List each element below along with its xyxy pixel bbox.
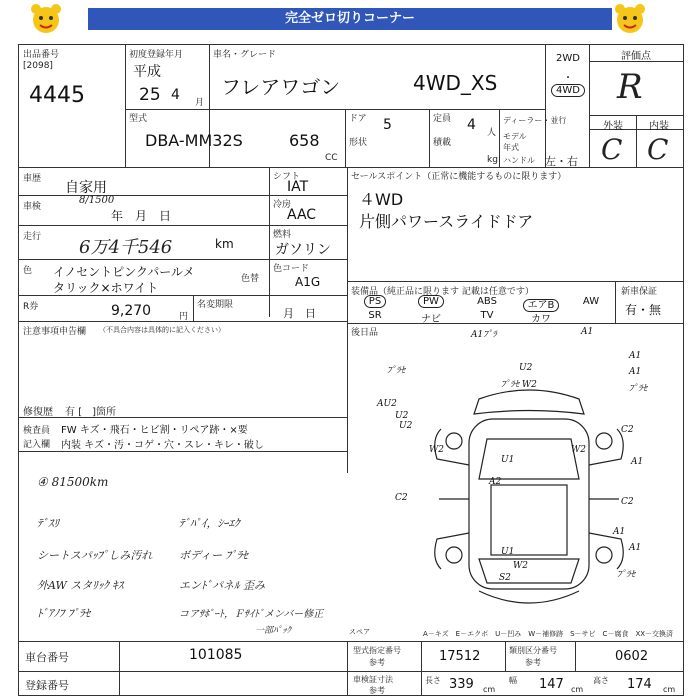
damage-mark: ﾌﾟﾗｾ bbox=[387, 366, 406, 376]
hei-value: 174 bbox=[627, 677, 652, 692]
sales-point-1: ４WD bbox=[359, 190, 404, 209]
shift-value: IAT bbox=[287, 179, 309, 195]
shape-label: 形状 bbox=[349, 138, 368, 148]
damage-legend: A－キズ E－エクボ U－凹み W－補修跡 S－サビ C－腐食 XX－交換済 bbox=[423, 630, 674, 638]
inspector-label-1: 検査員 bbox=[23, 426, 51, 436]
rear-seat-label: 後日品 bbox=[351, 328, 379, 338]
equip-pw: PW bbox=[418, 295, 444, 308]
equip-sr: SR bbox=[368, 310, 382, 321]
equip-label: 装備品（純正品に限ります 記載は任意です） bbox=[351, 287, 534, 297]
reg-label: 初度登録年月 bbox=[129, 50, 184, 60]
recycle-value: 9,270 bbox=[111, 303, 152, 319]
len-value: 339 bbox=[449, 677, 474, 692]
cap-value: 4 bbox=[467, 117, 476, 133]
car-damage-diagram bbox=[409, 369, 649, 629]
note-spare: スペア bbox=[349, 628, 370, 636]
damage-mark: ﾌﾟﾗｾ W2 bbox=[501, 380, 537, 390]
mileage-label: 走行 bbox=[23, 232, 42, 242]
note-right-4: コアｻﾎﾟｰﾄ，Ｆｻｲﾄﾞメンバー修正 bbox=[179, 609, 324, 620]
deadline-label: 名変期限 bbox=[197, 300, 234, 310]
wid-label: 幅 bbox=[509, 676, 517, 685]
new-warranty-value: 有・無 bbox=[625, 303, 662, 317]
damage-mark: A1 bbox=[629, 543, 642, 553]
cap-label: 定員 bbox=[433, 114, 452, 124]
model-year-label: モデル年式 bbox=[503, 132, 527, 152]
note-right-1: ﾃﾞﾊﾟｲ，ｼｰｴｸ bbox=[179, 517, 240, 530]
reg-era: 平成 bbox=[133, 64, 161, 80]
ac-value: AAC bbox=[287, 207, 317, 223]
score-int: C bbox=[647, 133, 669, 166]
header-title: 完全ゼロ切りコーナー bbox=[88, 8, 612, 30]
wid-value: 147 bbox=[539, 677, 564, 692]
inspector-label-2: 記入欄 bbox=[23, 440, 51, 450]
inspector-row-2: 内装 キズ・汚・コゲ・穴・スレ・キレ・破し bbox=[61, 440, 264, 451]
equip-leather: カワ bbox=[531, 314, 551, 325]
chassis-label: 車台番号 bbox=[25, 651, 69, 664]
cc-value: 658 bbox=[289, 131, 320, 150]
damage-mark: A2 bbox=[489, 477, 502, 487]
score-int-label: 内装 bbox=[649, 121, 669, 132]
header bbox=[0, 0, 700, 40]
load-label: 積載 bbox=[433, 138, 452, 148]
dims-sub: 参考 bbox=[369, 686, 385, 695]
class-sub: 参考 bbox=[525, 658, 541, 667]
type-cert-label: 型式指定番号 bbox=[353, 646, 401, 655]
damage-mark: W2 bbox=[429, 445, 444, 455]
use-label: 車歴 bbox=[23, 174, 42, 184]
damage-mark: S2 bbox=[499, 573, 511, 583]
drive-2wd: 2WD bbox=[556, 53, 580, 64]
use-value: 自家用 bbox=[65, 180, 107, 196]
inspector-row-1: FW キズ・飛石・ヒビ割・リペア跡・×要 bbox=[61, 425, 248, 436]
reg-year: 25 bbox=[139, 85, 161, 105]
damage-mark: AU2 bbox=[377, 399, 397, 409]
note-left-3: 外AW スタﾘｯｸ ｷｽ bbox=[37, 579, 124, 592]
damage-mark: ﾌﾟﾗｾ bbox=[629, 384, 648, 394]
car-label: 車名・グレード bbox=[213, 50, 277, 60]
ac-label: 冷房 bbox=[273, 200, 292, 210]
color-label: 色 bbox=[23, 266, 33, 276]
car-grade: 4WD_XS bbox=[413, 71, 498, 95]
damage-mark: A1 bbox=[631, 457, 644, 467]
auction-sheet bbox=[18, 44, 684, 696]
damage-mark: C2 bbox=[395, 493, 408, 503]
equip-aw: AW bbox=[582, 296, 600, 307]
mileage-unit: km bbox=[215, 237, 234, 251]
len-label: 長さ bbox=[425, 676, 441, 685]
damage-mark: A1 bbox=[629, 351, 642, 361]
reg-month: 4 bbox=[171, 87, 180, 103]
hei-label: 高さ bbox=[593, 676, 609, 685]
lot-label: 出品番号 bbox=[23, 50, 60, 60]
recycle-label: R券 bbox=[23, 302, 39, 312]
hei-unit: cm bbox=[663, 685, 676, 694]
equip-ps: PS bbox=[364, 295, 386, 308]
damage-mark: A1 bbox=[581, 327, 594, 337]
score-ext-label: 外装 bbox=[603, 121, 623, 132]
car-name: フレアワゴン bbox=[221, 75, 341, 99]
dims-label: 車検証寸法 bbox=[353, 675, 393, 684]
model-value: DBA-MM32S bbox=[145, 131, 243, 150]
score-value: R bbox=[617, 67, 643, 107]
repair-label: 修復歴 bbox=[23, 407, 53, 418]
cc-unit: CC bbox=[325, 153, 338, 163]
damage-mark: A1ﾌﾟﾗ bbox=[471, 330, 497, 340]
fuel-label: 燃料 bbox=[273, 230, 292, 240]
damage-mark: A1 bbox=[613, 527, 626, 537]
damage-mark: U2 bbox=[399, 421, 413, 431]
notes-sub: （不具合内容は具体的に記入ください） bbox=[99, 326, 225, 334]
damage-mark: U1 bbox=[501, 455, 515, 465]
mascot-right-icon bbox=[612, 2, 648, 36]
fuel-value: ガソリン bbox=[275, 242, 331, 258]
damage-mark: C2 bbox=[621, 425, 634, 435]
color-value-1: イノセントピンクパールメ bbox=[53, 265, 195, 279]
new-warranty-label: 新車保証 bbox=[621, 287, 658, 297]
color-value-2: タリック×ホワイト bbox=[53, 281, 159, 295]
door-label: ドア bbox=[349, 114, 367, 124]
model-label: 型式 bbox=[129, 114, 148, 124]
plate-label: 登録番号 bbox=[25, 679, 69, 692]
type-cert-value: 17512 bbox=[439, 649, 481, 664]
chassis-value: 101085 bbox=[189, 647, 243, 663]
damage-mark: C2 bbox=[621, 497, 634, 507]
lot-sub: [2098] bbox=[23, 61, 53, 71]
load-unit: kg bbox=[487, 155, 498, 165]
notes-label: 注意事項申告欄 bbox=[23, 327, 87, 337]
dealer-label: ディーラー・並行 bbox=[503, 116, 567, 125]
damage-mark: W2 bbox=[571, 445, 586, 455]
mascot-left-icon bbox=[28, 2, 64, 36]
shaken-value: 年 月 日 bbox=[111, 209, 172, 223]
handle-value: 左・右 bbox=[545, 155, 578, 168]
sales-label: セールスポイント（正常に機能するものに限ります） bbox=[351, 172, 567, 182]
equip-tv: TV bbox=[480, 310, 494, 321]
drive-dot: ・ bbox=[563, 73, 573, 84]
cap-unit: 人 bbox=[487, 128, 497, 138]
note-mileage: ④ 81500km bbox=[37, 475, 109, 489]
shaken-hand: 8/1500 bbox=[79, 195, 115, 206]
equip-navi: ナビ bbox=[421, 314, 441, 325]
shift-label: シフト bbox=[273, 172, 301, 182]
lot-number: 4445 bbox=[29, 83, 85, 108]
recycle-unit: 円 bbox=[179, 312, 189, 322]
handle-label: ハンドル bbox=[503, 156, 535, 165]
note-left-1: ﾃﾞｽﾘ bbox=[37, 517, 59, 530]
equip-airbag: エアB bbox=[523, 299, 560, 312]
damage-mark: U1 bbox=[501, 547, 515, 557]
color-change-label: 色替 bbox=[241, 274, 260, 284]
note-left-2: シートスパｯﾌﾟしみ汚れ bbox=[37, 549, 153, 562]
mileage-value: 6万4千546 bbox=[79, 237, 173, 258]
len-unit: cm bbox=[483, 685, 496, 694]
repair-value: 有 [ ]箇所 bbox=[65, 407, 116, 418]
damage-mark: A1 bbox=[629, 367, 642, 377]
wid-unit: cm bbox=[571, 685, 584, 694]
drive-4wd: 4WD bbox=[551, 84, 585, 97]
note-right-5: 一部ﾊﾟｯｸ bbox=[255, 626, 292, 636]
damage-mark: ﾌﾟﾗｾ bbox=[617, 570, 636, 580]
score-ext: C bbox=[601, 133, 623, 166]
class-label: 類別区分番号 bbox=[509, 646, 557, 655]
color-code-label: 色コード bbox=[273, 264, 310, 274]
damage-mark: W2 bbox=[513, 561, 528, 571]
type-cert-sub: 参考 bbox=[369, 658, 385, 667]
door-value: 5 bbox=[383, 117, 392, 133]
reg-month-unit: 月 bbox=[195, 98, 205, 108]
damage-mark: U2 bbox=[395, 411, 409, 421]
equip-abs: ABS bbox=[477, 296, 497, 307]
class-value: 0602 bbox=[615, 649, 649, 664]
damage-mark: U2 bbox=[519, 363, 533, 373]
deadline-value: 月 日 bbox=[283, 307, 316, 320]
note-right-2: ボディー ﾌﾟﾗｾ bbox=[179, 549, 248, 562]
shaken-label: 車検 bbox=[23, 202, 42, 212]
score-label: 評価点 bbox=[621, 51, 651, 62]
sales-point-2: 片側パワースライドドア bbox=[359, 212, 534, 231]
color-code: A1G bbox=[295, 275, 321, 289]
note-right-3: エンﾄﾞパネﾙ 歪み bbox=[179, 579, 265, 592]
note-left-4: ﾄﾞｱﾉﾌ ﾌﾟﾗｾ bbox=[37, 607, 90, 620]
